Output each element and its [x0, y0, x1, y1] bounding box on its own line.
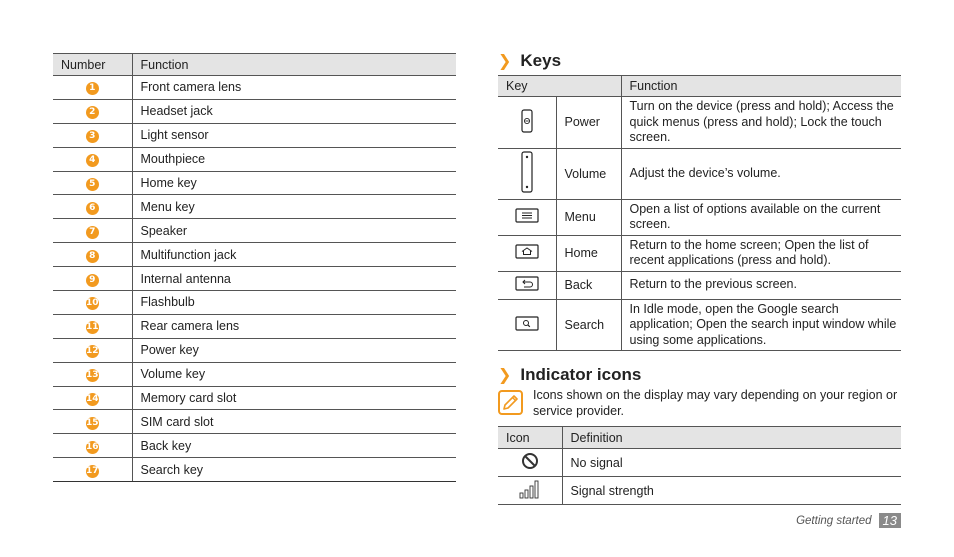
key-function: Adjust the device’s volume.: [621, 148, 901, 199]
function-cell: Volume key: [132, 362, 456, 386]
number-badge: 8: [86, 250, 99, 263]
table-row: [53, 291, 456, 315]
table-row: [498, 148, 901, 199]
definition-cell: No signal: [562, 449, 901, 477]
indicator-icons-title: Indicator icons: [520, 365, 642, 384]
number-badge: 4: [86, 154, 99, 167]
note-pencil-icon: [498, 390, 523, 415]
keys-table-header: [498, 76, 901, 97]
function-cell: Speaker: [132, 219, 456, 243]
function-cell: Multifunction jack: [132, 243, 456, 267]
indicator-table-header: [498, 427, 901, 449]
column-header-function: Function: [132, 54, 456, 76]
table-row: [53, 195, 456, 219]
table-row: [498, 299, 901, 351]
number-badge: 10: [85, 298, 99, 309]
number-badge: 16: [85, 441, 99, 452]
number-badge: 9: [86, 274, 99, 287]
function-cell: Flashbulb: [132, 291, 456, 315]
signal-strength-icon: [519, 488, 541, 502]
volume-key-icon: [521, 182, 533, 196]
table-row: [498, 477, 901, 505]
parts-table: [53, 53, 456, 482]
table-row: [53, 362, 456, 386]
function-cell: Back key: [132, 434, 456, 458]
column-header-function: Function: [621, 76, 901, 97]
page-number: 13: [879, 513, 901, 528]
definition-cell: Signal strength: [562, 477, 901, 505]
note: [498, 388, 901, 419]
footer-section-label: Getting started: [796, 514, 872, 527]
keys-table: [498, 75, 901, 351]
column-header-number: Number: [53, 54, 132, 76]
function-cell: Home key: [132, 171, 456, 195]
number-badge: 6: [86, 202, 99, 215]
table-row: [498, 199, 901, 235]
key-function: Turn on the device (press and hold); Access the quick menus (press and hold); Lock the touch screen.: [621, 97, 901, 149]
column-header-definition: Definition: [562, 427, 901, 449]
number-badge: 12: [85, 346, 99, 357]
table-row: [498, 97, 901, 149]
table-row: [53, 243, 456, 267]
number-badge: 2: [86, 106, 99, 119]
key-function: Return to the previous screen.: [621, 271, 901, 299]
function-cell: SIM card slot: [132, 410, 456, 434]
function-cell: Rear camera lens: [132, 314, 456, 338]
table-row: [53, 171, 456, 195]
table-row: [53, 147, 456, 171]
search-key-icon: [515, 320, 539, 334]
number-badge: 14: [85, 394, 99, 405]
function-cell: Menu key: [132, 195, 456, 219]
key-name: Power: [556, 97, 621, 149]
key-function: Return to the home screen; Open the list of recent applications (press and hold).: [621, 235, 901, 271]
column-header-key: Key: [498, 76, 621, 97]
table-row: [53, 458, 456, 482]
parts-table-header: [53, 54, 456, 76]
table-row: [498, 449, 901, 477]
table-row: [53, 434, 456, 458]
indicator-table: [498, 426, 901, 505]
key-name: Volume: [556, 148, 621, 199]
keys-title: Keys: [520, 51, 562, 70]
page-footer: [796, 513, 901, 528]
table-row: [53, 219, 456, 243]
function-cell: Power key: [132, 338, 456, 362]
key-function: In Idle mode, open the Google search application; Open the search input window while using some applications.: [621, 299, 901, 351]
key-function: Open a list of options available on the current screen.: [621, 199, 901, 235]
note-text: Icons shown on the display may vary depending on your region or service provider.: [533, 388, 898, 418]
number-badge: 15: [85, 417, 99, 428]
number-badge: 13: [85, 370, 99, 381]
number-badge: 5: [86, 178, 99, 191]
table-row: [53, 410, 456, 434]
function-cell: Mouthpiece: [132, 147, 456, 171]
table-row: [53, 386, 456, 410]
key-name: Back: [556, 271, 621, 299]
chevron-right-icon: ❯: [498, 367, 512, 384]
table-row: [53, 338, 456, 362]
function-cell: Internal antenna: [132, 267, 456, 291]
function-cell: Headset jack: [132, 99, 456, 123]
table-row: [498, 271, 901, 299]
power-key-icon: [521, 122, 533, 136]
function-cell: Front camera lens: [132, 76, 456, 100]
table-row: [53, 123, 456, 147]
table-row: [53, 314, 456, 338]
function-cell: Light sensor: [132, 123, 456, 147]
number-badge: 17: [85, 465, 99, 476]
chevron-right-icon: ❯: [498, 53, 512, 70]
number-badge: 3: [86, 130, 99, 143]
number-badge: 11: [85, 322, 99, 333]
back-key-icon: [515, 280, 539, 294]
home-key-icon: [515, 248, 539, 262]
table-row: [53, 76, 456, 100]
indicator-icons-heading: [498, 365, 641, 385]
table-row: [53, 267, 456, 291]
table-row: [53, 99, 456, 123]
function-cell: Search key: [132, 458, 456, 482]
function-cell: Memory card slot: [132, 386, 456, 410]
column-header-icon: Icon: [498, 427, 562, 449]
key-name: Search: [556, 299, 621, 351]
number-badge: 1: [86, 82, 99, 95]
key-name: Menu: [556, 199, 621, 235]
keys-heading: [498, 51, 561, 71]
table-row: [498, 235, 901, 271]
key-name: Home: [556, 235, 621, 271]
number-badge: 7: [86, 226, 99, 239]
menu-key-icon: [515, 212, 539, 226]
no-signal-icon: [521, 459, 539, 473]
